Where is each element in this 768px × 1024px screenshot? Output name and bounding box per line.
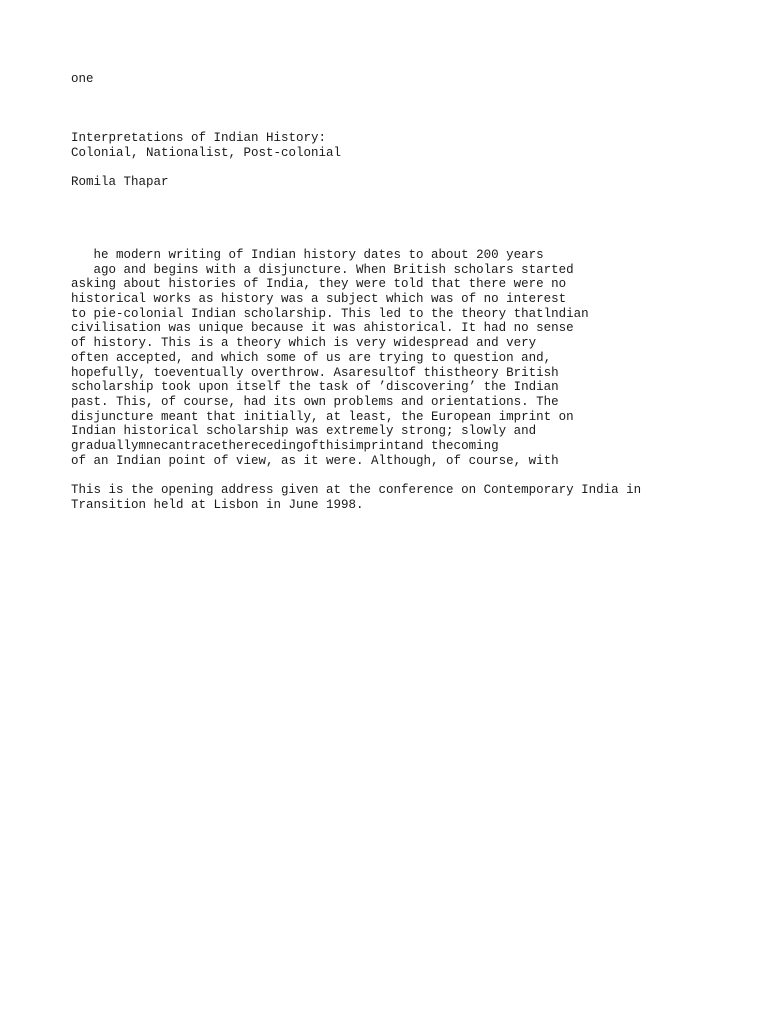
body-line: historical works as history was a subject which was of no interest [71,292,567,307]
body-line: often accepted, and which some of us are trying to question and, [71,350,552,365]
body-line: hopefully, toeventually overthrow. Asaresultof thistheory British [71,365,559,380]
subtitle-line: Colonial, Nationalist, Post-colonial [71,145,342,160]
body-line: asking about histories of India, they were told that there were no [71,277,567,292]
body-line: of an Indian point of view, as it were. Although, of course, with [71,453,559,468]
title-line: Interpretations of Indian History: [71,131,327,145]
body-line: graduallymnecantracetherecedingofthisimprintand thecoming [71,438,499,453]
body-paragraph [71,248,589,468]
footnote-line: Transition held at Lisbon in June 1998. [71,497,364,512]
body-line: of history. This is a theory which is very widespread and very [71,336,537,351]
body-line: disjuncture meant that initially, at least, the European imprint on [71,409,574,424]
chapter-label: one [71,72,94,86]
footnote-line: This is the opening address given at the conference on Contemporary India in [71,483,642,497]
body-line: past. This, of course, had its own problems and orientations. The [71,394,559,409]
author-name: Romila Thapar [71,175,169,189]
body-line: he modern writing of Indian history dates to about 200 years [71,248,544,262]
footnote [71,483,641,512]
body-line: scholarship took upon itself the task of ’discovering’ the Indian [71,380,559,395]
body-line: Indian historical scholarship was extremely strong; slowly and [71,424,537,439]
chapter-title [71,131,341,160]
body-line: to pie-colonial Indian scholarship. This led to the theory thatlndian [71,306,589,321]
body-line: ago and begins with a disjuncture. When British scholars started [71,262,574,277]
body-line: civilisation was unique because it was ahistorical. It had no sense [71,321,574,336]
